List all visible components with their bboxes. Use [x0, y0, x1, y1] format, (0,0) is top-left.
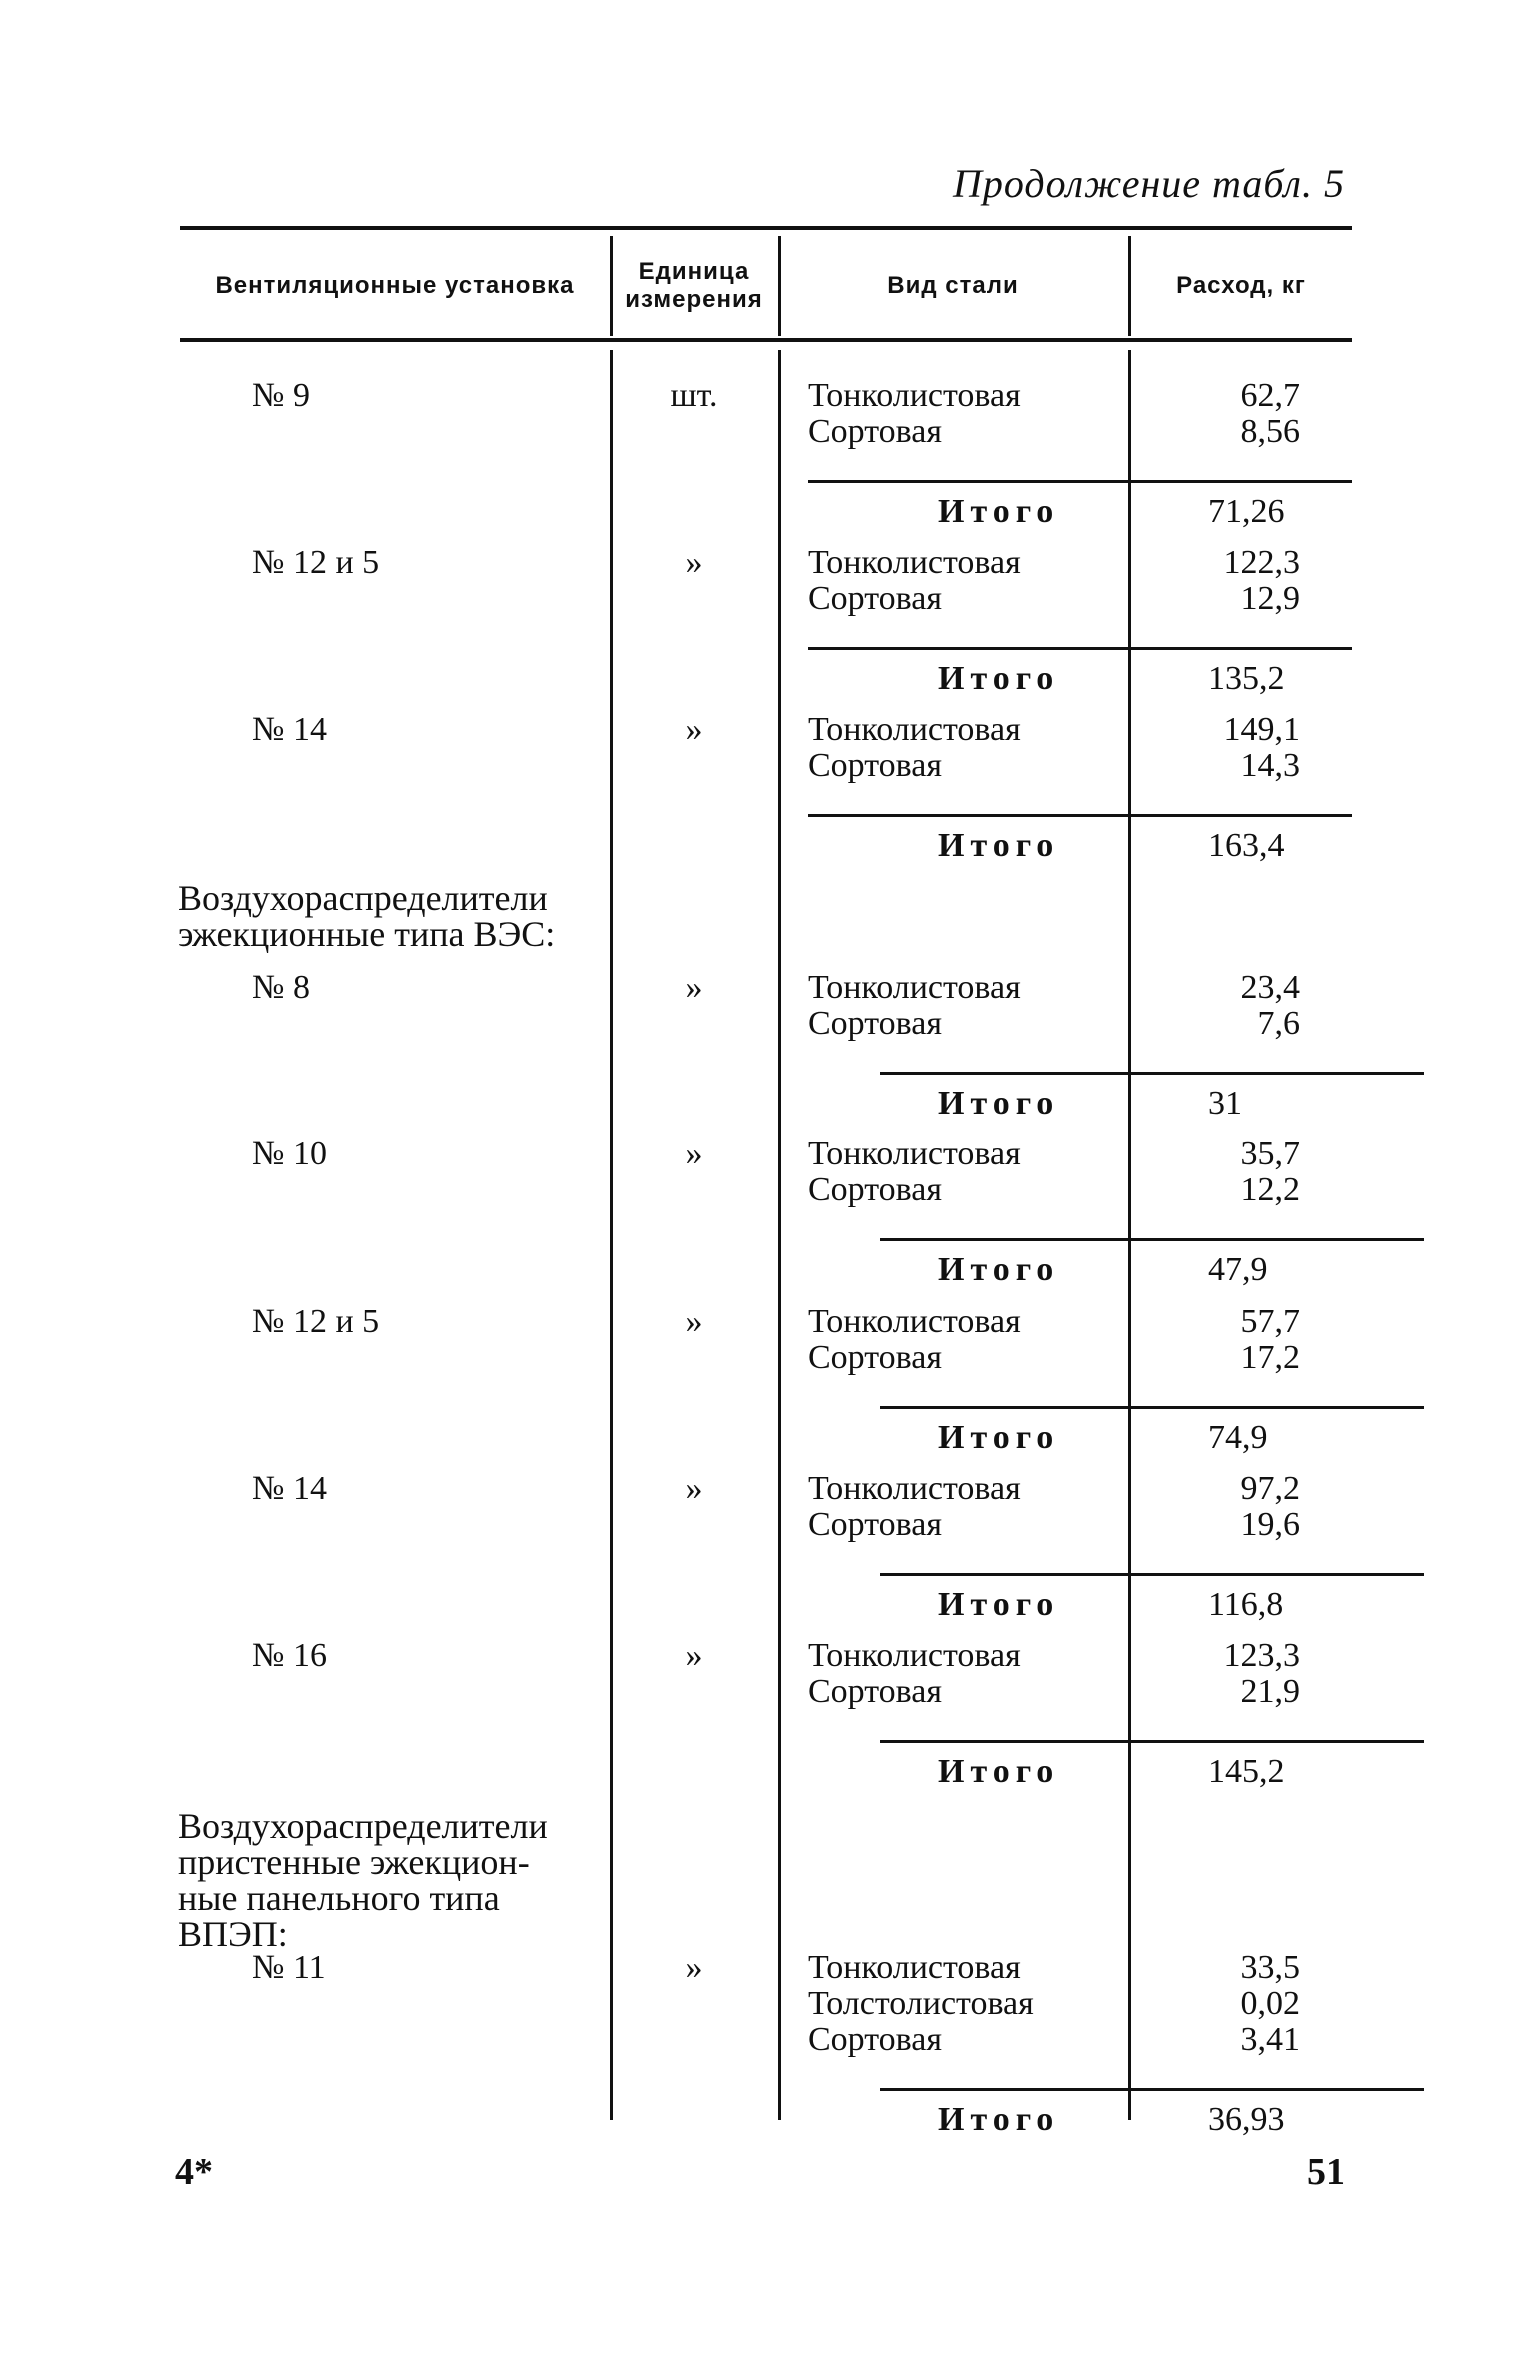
subtotal-rule: [880, 1072, 1424, 1075]
consumption-value: 14,3: [1240, 747, 1300, 784]
total-value: 31: [1208, 1085, 1242, 1122]
installation-number: № 12 и 5: [252, 1303, 380, 1340]
steel-type: Сортовая: [808, 1506, 942, 1543]
footer-signature: 4*: [175, 2151, 213, 2193]
total-label: Итого: [938, 1419, 1060, 1456]
unit-of-measure: »: [685, 1637, 703, 1674]
subtotal-rule: [880, 1573, 1424, 1576]
consumption-value: 12,9: [1240, 580, 1300, 617]
col-divider-1: [610, 350, 613, 2120]
top-rule: [180, 226, 1352, 230]
total-value: 47,9: [1208, 1251, 1268, 1288]
consumption-value: 97,2: [1240, 1470, 1300, 1507]
steel-type: Сортовая: [808, 580, 942, 617]
unit-of-measure: »: [685, 1949, 703, 1986]
consumption-value: 7,6: [1257, 1005, 1300, 1042]
consumption-value: 35,7: [1240, 1135, 1300, 1172]
consumption-value: 21,9: [1240, 1673, 1300, 1710]
installation-number: № 16: [252, 1637, 327, 1674]
consumption-value: 8,56: [1240, 413, 1300, 450]
unit-of-measure: »: [685, 544, 703, 581]
total-label: Итого: [938, 2101, 1060, 2138]
consumption-value: 3,41: [1240, 2021, 1300, 2058]
steel-type: Тонколистовая: [808, 969, 1021, 1006]
installation-number: № 11: [252, 1949, 326, 1986]
total-label: Итого: [938, 827, 1060, 864]
group-vpep-line3: ные панельного типа: [178, 1878, 500, 1918]
consumption-value: 149,1: [1223, 711, 1300, 748]
header-unit-line2: измерения: [625, 286, 763, 313]
total-label: Итого: [938, 493, 1060, 530]
steel-type: Тонколистовая: [808, 1470, 1021, 1507]
installation-number: № 8: [252, 969, 310, 1006]
total-label: Итого: [938, 1586, 1060, 1623]
unit-of-measure: »: [685, 711, 703, 748]
unit-of-measure: шт.: [670, 377, 718, 414]
installation-number: № 10: [252, 1135, 327, 1172]
consumption-value: 122,3: [1223, 544, 1300, 581]
page-number: 51: [1307, 2151, 1345, 2193]
subtotal-rule: [808, 480, 1352, 483]
header-consumption: Расход, кг: [1176, 272, 1306, 299]
subtotal-rule: [808, 814, 1352, 817]
steel-type: Сортовая: [808, 2021, 942, 2058]
installation-number: № 12 и 5: [252, 544, 380, 581]
steel-type: Тонколистовая: [808, 1303, 1021, 1340]
subtotal-rule: [880, 1238, 1424, 1241]
installation-number: № 14: [252, 711, 327, 748]
unit-of-measure: »: [685, 1470, 703, 1507]
consumption-value: 23,4: [1240, 969, 1300, 1006]
group-ves-line1: Воздухораспределители: [178, 878, 548, 918]
unit-of-measure: »: [685, 1135, 703, 1172]
steel-type: Тонколистовая: [808, 377, 1021, 414]
col-divider-2: [778, 350, 781, 2120]
steel-type: Тонколистовая: [808, 1637, 1021, 1674]
steel-type: Сортовая: [808, 747, 942, 784]
total-value: 36,93: [1208, 2101, 1285, 2138]
installation-number: № 14: [252, 1470, 327, 1507]
subtotal-rule: [880, 1406, 1424, 1409]
steel-type: Тонколистовая: [808, 1135, 1021, 1172]
steel-type: Сортовая: [808, 413, 942, 450]
steel-type: Сортовая: [808, 1171, 942, 1208]
header-installation: Вентиляционные установка: [215, 272, 575, 299]
consumption-value: 123,3: [1223, 1637, 1300, 1674]
col-divider-3: [1128, 350, 1131, 2120]
steel-type: Сортовая: [808, 1673, 942, 1710]
steel-type: Сортовая: [808, 1339, 942, 1376]
unit-of-measure: »: [685, 1303, 703, 1340]
subtotal-rule: [880, 1740, 1424, 1743]
consumption-value: 57,7: [1240, 1303, 1300, 1340]
total-label: Итого: [938, 1753, 1060, 1790]
consumption-value: 19,6: [1240, 1506, 1300, 1543]
total-value: 135,2: [1208, 660, 1285, 697]
installation-number: № 9: [252, 377, 310, 414]
total-label: Итого: [938, 1251, 1060, 1288]
header-steel-type: Вид стали: [887, 272, 1019, 299]
total-value: 74,9: [1208, 1419, 1268, 1456]
header-rule: [180, 338, 1352, 342]
header-unit-line1: Единица: [638, 258, 750, 285]
unit-of-measure: »: [685, 969, 703, 1006]
table-caption: Продолжение табл. 5: [952, 161, 1345, 206]
subtotal-rule: [808, 647, 1352, 650]
group-ves-line2: эжекционные типа ВЭС:: [178, 914, 556, 954]
consumption-value: 33,5: [1240, 1949, 1300, 1986]
subtotal-rule: [880, 2088, 1424, 2091]
consumption-value: 17,2: [1240, 1339, 1300, 1376]
steel-type: Тонколистовая: [808, 544, 1021, 581]
total-value: 163,4: [1208, 827, 1285, 864]
total-value: 145,2: [1208, 1753, 1285, 1790]
steel-type: Тонколистовая: [808, 1949, 1021, 1986]
total-value: 71,26: [1208, 493, 1285, 530]
steel-type: Толстолистовая: [808, 1985, 1034, 2022]
total-label: Итого: [938, 1085, 1060, 1122]
group-vpep-line2: пристенные эжекцион-: [178, 1842, 530, 1882]
steel-type: Тонколистовая: [808, 711, 1021, 748]
group-vpep-line4: ВПЭП:: [178, 1914, 288, 1954]
consumption-value: 12,2: [1240, 1171, 1300, 1208]
group-vpep-line1: Воздухораспределители: [178, 1806, 548, 1846]
consumption-value: 62,7: [1240, 377, 1300, 414]
steel-type: Сортовая: [808, 1005, 942, 1042]
consumption-value: 0,02: [1240, 1985, 1300, 2022]
total-label: Итого: [938, 660, 1060, 697]
total-value: 116,8: [1208, 1586, 1284, 1623]
